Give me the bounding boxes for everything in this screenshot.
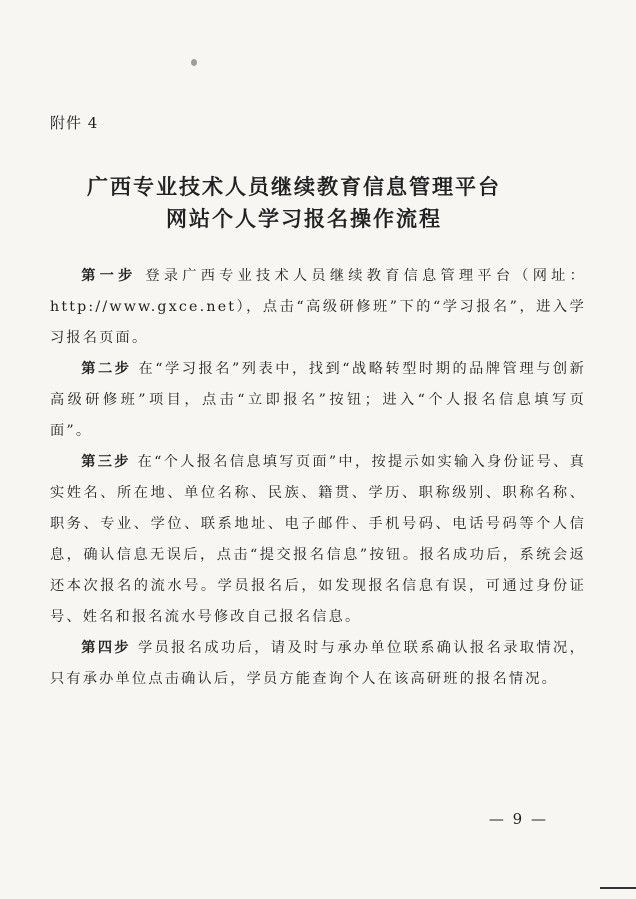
document-title-line-1: 广西专业技术人员继续教育信息管理平台 <box>87 174 501 199</box>
step-2-label: 第二步 <box>81 361 132 377</box>
scan-speck <box>191 59 197 66</box>
step-4-label: 第四步 <box>81 640 132 656</box>
step-1-paragraph <box>50 261 586 354</box>
step-3-text: 在“个人报名信息填写页面”中，按提示如实输入身份证号、真实姓名、所在地、单位名称、民族、籍贯、学历、职称级别、职称名称、职务、专业、学位、联系地址、电子邮件、手机号码、电话号码等个人信息，确认信息无误后，点击“提交报名信息”按钮。报名成功后，系统会返还本次报名的流水号。学员报名后，如发现报名信息有误，可通过身份证号、姓名和报名流水号修改自己报名信息。 <box>50 454 586 625</box>
page-number: — 9 — <box>488 810 548 828</box>
document-title-line-2: 网站个人学习报名操作流程 <box>166 206 442 231</box>
step-3-paragraph <box>50 447 586 633</box>
step-1-text: 登录广西专业技术人员继续教育信息管理平台（网址：http://www.gxce.net），点击“高级研修班”下的“学习报名”，进入学习报名页面。 <box>50 268 586 346</box>
attachment-label: 附件 4 <box>50 114 99 132</box>
scan-edge-mark <box>600 887 636 889</box>
step-2-paragraph <box>50 354 586 447</box>
step-4-text: 学员报名成功后，请及时与承办单位联系确认报名录取情况，只有承办单位点击确认后，学员方能查询个人在该高研班的报名情况。 <box>50 640 587 687</box>
step-2-text: 在“学习报名”列表中，找到“战略转型时期的品牌管理与创新高级研修班”项目，点击“立即报名”按钮；进入“个人报名信息填写页面”。 <box>50 361 586 439</box>
document-body <box>50 261 586 695</box>
step-1-label: 第一步 <box>81 268 137 284</box>
step-4-paragraph <box>50 633 586 695</box>
step-3-label: 第三步 <box>81 454 131 470</box>
